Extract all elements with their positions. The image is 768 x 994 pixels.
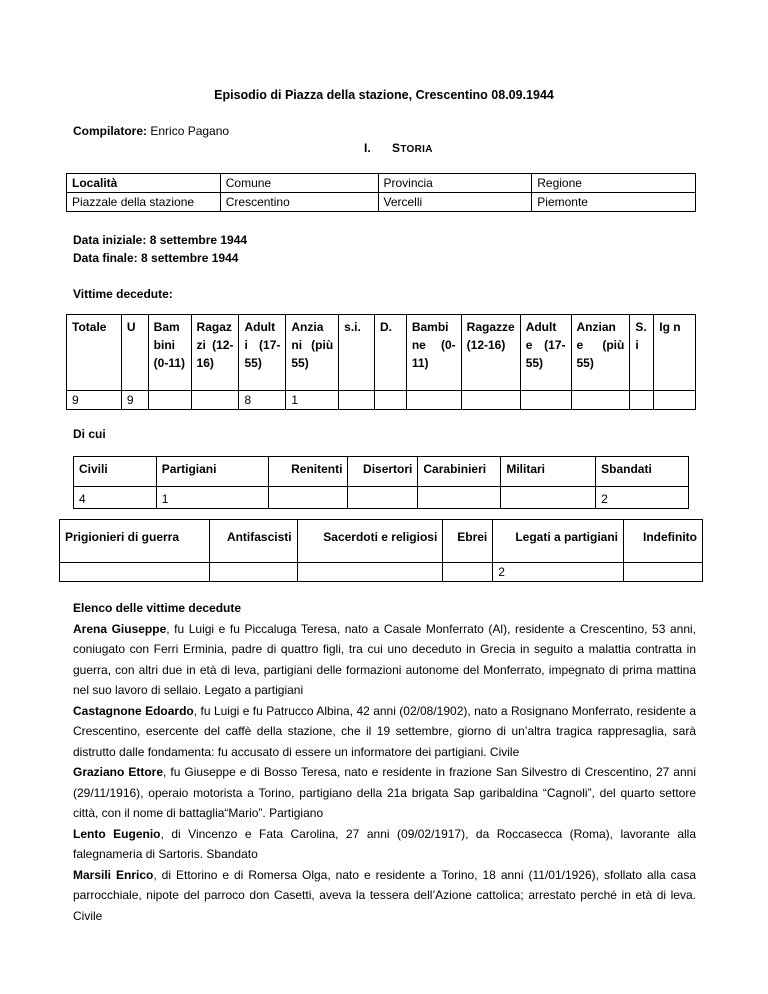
prisoner-value-cell: 2 <box>493 563 624 582</box>
section-title-rest: TORIA <box>400 144 433 155</box>
victims-table <box>66 314 696 410</box>
victims-value-cell: 9 <box>67 391 122 410</box>
location-header-cell: Comune <box>220 174 378 193</box>
victims-header-cell: Ig n <box>654 315 696 391</box>
location-header-cell: Provincia <box>378 174 532 193</box>
prisoner-value-cell <box>297 563 443 582</box>
location-value-row <box>67 193 696 212</box>
victims-value-cell <box>191 391 239 410</box>
category-header-cell: Disertori <box>348 457 418 487</box>
victims-header-cell: S. i <box>630 315 654 391</box>
victim-entry <box>73 762 696 824</box>
prisoner-header-row <box>60 520 703 563</box>
victims-value-cell <box>406 391 461 410</box>
victim-entry <box>73 619 696 701</box>
date-end: Data finale: 8 settembre 1944 <box>73 251 239 265</box>
victims-header-cell: Adult e (17-55) <box>520 315 571 391</box>
victim-entry <box>73 865 696 927</box>
location-header-row <box>67 174 696 193</box>
victims-header-cell: Anzia ni (più 55) <box>286 315 339 391</box>
dates-block <box>73 231 247 267</box>
location-value-cell: Piemonte <box>532 193 696 212</box>
victims-header-cell: U <box>121 315 148 391</box>
category-header-cell: Militari <box>501 457 596 487</box>
section-title-initial: S <box>392 141 401 155</box>
victim-name: Castagnone Edoardo <box>73 703 194 718</box>
category-value-row <box>74 487 689 509</box>
victims-header-cell: Anzian e (più 55) <box>571 315 630 391</box>
victim-description: , di Vincenzo e Fata Carolina, 27 anni (09/02/1917), da Roccasecca (Roma), lavorante alla falegnameria di Sartoris. Sbandato <box>73 826 697 861</box>
section-heading <box>364 139 433 157</box>
prisoner-table <box>59 519 703 582</box>
victims-value-cell: 8 <box>239 391 286 410</box>
victim-description: , fu Giuseppe e di Bosso Teresa, nato e residente in frazione San Silvestro di Crescentino, 27 anni (29/11/1916), operaio motorista a Torino, partigiano della 21a brigata Sap garibaldina “Cagnoli”, del quarto settore città, con il nome di battaglia“Mario”. Partigiano <box>73 765 696 820</box>
victims-header-cell: Ragaz zi (12-16) <box>191 315 239 391</box>
victim-name: Arena Giuseppe <box>73 621 167 636</box>
victim-name: Lento Eugenio <box>73 826 161 841</box>
category-header-cell: Carabinieri <box>418 457 501 487</box>
victims-value-cell <box>520 391 571 410</box>
prisoner-header-cell: Prigionieri di guerra <box>60 520 210 563</box>
victims-header-cell: D. <box>375 315 407 391</box>
victims-header-cell: s.i. <box>339 315 375 391</box>
category-value-cell <box>418 487 501 509</box>
compilatore-line <box>73 122 229 140</box>
victim-name: Marsili Enrico <box>73 867 154 882</box>
category-value-cell: 4 <box>74 487 157 509</box>
compilatore-value: Enrico Pagano <box>150 124 230 138</box>
prisoner-header-cell: Indefinito <box>624 520 703 563</box>
victim-description: , fu Luigi e fu Patrucco Albina, 42 anni (02/08/1902), nato a Rosignano Monferrato, residente a Crescentino, esercente del caffè della stazione, che il 19 settembre, giorno di un’altra tragica rappresaglia, sarà distrutto dalle fondamenta: fu accusato di essere un informatore dei partigiani. Civile <box>73 703 696 759</box>
victims-value-cell <box>339 391 375 410</box>
victims-header-cell: Adult i (17-55) <box>239 315 286 391</box>
category-header-cell: Sbandati <box>596 457 689 487</box>
category-value-cell <box>501 487 596 509</box>
victim-description: , di Ettorino e di Romersa Olga, nato e residente a Torino, 18 anni (11/01/1926), sfollato alla casa parrocchiale, nipote del parroco don Casetti, aveva la tessera dell’Azione cattolica; arrestato perché in età di leva. Civile <box>73 867 697 923</box>
victim-description: , fu Luigi e fu Piccaluga Teresa, nato a Casale Monferrato (Al), residente a Crescentino, 53 anni, coniugato con Ferri Erminia, padre di quattro figli, tra cui uno deceduto in Grecia in seguito a malattia contratta in guerra, con altri due in età di leva, partigiani delle formazioni autonome del Monferrato, impegnato di prima mattina nel suo lavoro di sellaio. Legato a partigiani <box>73 621 696 697</box>
prisoner-value-cell <box>624 563 703 582</box>
victims-header-cell: Ragazze (12-16) <box>461 315 520 391</box>
location-table <box>66 173 696 212</box>
category-table <box>73 456 689 509</box>
victims-value-cell: 1 <box>286 391 339 410</box>
document-title: Episodio di Piazza della stazione, Crescentino 08.09.1944 <box>214 88 554 102</box>
victims-value-cell <box>571 391 630 410</box>
victims-value-cell <box>654 391 696 410</box>
category-header-cell: Renitenti <box>268 457 348 487</box>
location-header-cell: Località <box>67 174 221 193</box>
victims-value-row <box>67 391 696 410</box>
date-start: Data iniziale: 8 settembre 1944 <box>73 233 248 247</box>
prisoner-header-cell: Antifascisti <box>209 520 297 563</box>
prisoner-header-cell: Ebrei <box>443 520 493 563</box>
category-header-row <box>74 457 689 487</box>
victims-header-row <box>67 315 696 391</box>
victims-header-cell: Bambi ne (0-11) <box>406 315 461 391</box>
victims-label: Vittime decedute: <box>73 287 173 301</box>
category-header-cell: Partigiani <box>156 457 268 487</box>
di-cui-label: Di cui <box>73 427 106 441</box>
victims-value-cell <box>148 391 191 410</box>
category-value-cell: 2 <box>596 487 689 509</box>
category-value-cell <box>348 487 418 509</box>
location-value-cell: Crescentino <box>220 193 378 212</box>
victims-value-cell <box>461 391 520 410</box>
prisoner-value-cell <box>209 563 297 582</box>
location-header-cell: Regione <box>532 174 696 193</box>
victim-name: Graziano Ettore <box>73 765 164 779</box>
victim-entry <box>73 701 696 763</box>
victim-entry <box>73 824 696 865</box>
location-value-cell: Vercelli <box>378 193 532 212</box>
prisoner-value-row <box>60 563 703 582</box>
victims-value-cell <box>375 391 407 410</box>
compilatore-label: Compilatore: <box>73 124 148 138</box>
category-header-cell: Civili <box>74 457 157 487</box>
victims-value-cell: 9 <box>121 391 148 410</box>
prisoner-header-cell: Legati a partigiani <box>493 520 624 563</box>
category-value-cell: 1 <box>156 487 268 509</box>
victims-header-cell: Bam bini (0-11) <box>148 315 191 391</box>
section-number: I. <box>364 141 371 155</box>
prisoner-value-cell <box>443 563 493 582</box>
category-value-cell <box>268 487 348 509</box>
victim-list-heading: Elenco delle vittime decedute <box>73 601 242 615</box>
victims-value-cell <box>630 391 654 410</box>
location-value-cell: Piazzale della stazione <box>67 193 221 212</box>
victim-list <box>73 598 696 926</box>
prisoner-header-cell: Sacerdoti e religiosi <box>297 520 443 563</box>
prisoner-value-cell <box>60 563 210 582</box>
victims-header-cell: Totale <box>67 315 122 391</box>
